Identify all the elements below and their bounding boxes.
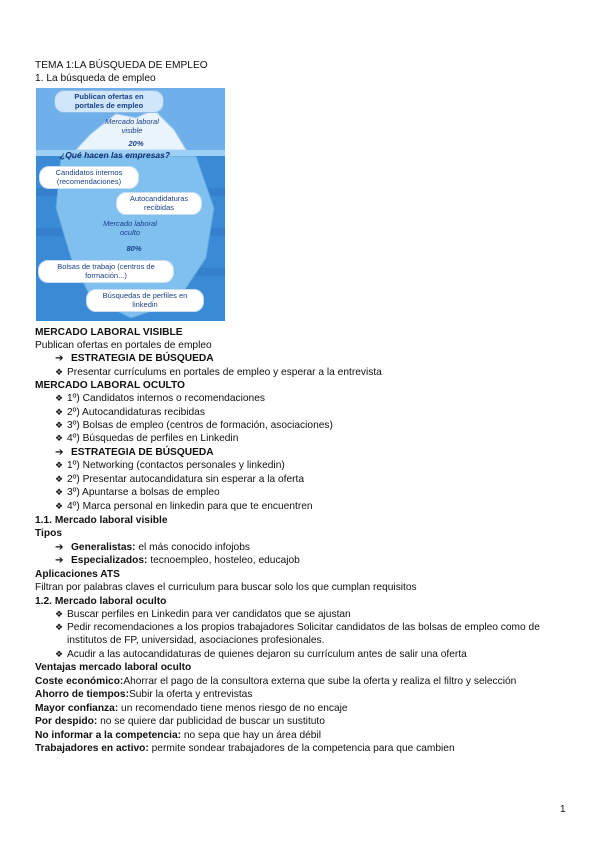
visible-strategy-item <box>55 366 382 379</box>
ventaja-text: no se quiere dar publicidad de buscar un sustituto <box>97 716 325 727</box>
list-item <box>55 648 467 661</box>
ventaja-text: no sepa que hay un área débil <box>181 730 321 741</box>
pill-top: Publican ofertas en portales de empleo <box>54 90 164 113</box>
list-item-text: Presentar currículums en portales de empleo y esperar a la entrevista <box>67 367 382 378</box>
list-item-text: 4º) Búsquedas de perfiles en Linkedin <box>67 433 239 444</box>
arrow-marker: ➔ <box>55 447 64 458</box>
document-title: TEMA 1:LA BÚSQUEDA DE EMPLEO <box>35 60 208 71</box>
arrow-marker: ➔ <box>55 353 64 364</box>
arrow-marker: ➔ <box>55 542 64 553</box>
list-item <box>55 432 238 445</box>
ats-heading: Aplicaciones ATS <box>35 569 120 580</box>
ventaja-label: Trabajadores en activo: <box>35 743 149 754</box>
list-item <box>55 500 313 513</box>
ventaja-row <box>35 688 252 701</box>
list-item <box>55 608 351 621</box>
hidden-strategy <box>55 446 214 459</box>
ventaja-text: Subir la oferta y entrevistas <box>128 689 253 700</box>
list-item-text: 1º) Candidatos internos o recomendaciones <box>67 393 265 404</box>
section-subtitle: 1. La búsqueda de empleo <box>35 73 156 84</box>
ventaja-row <box>35 675 516 688</box>
list-item <box>55 473 304 486</box>
diamond-marker: ❖ <box>55 474 64 484</box>
pill-candidatos: Candidatos internos (recomendaciones) <box>39 166 139 189</box>
list-item <box>55 459 285 472</box>
ventaja-row <box>35 729 321 742</box>
ventaja-label: Por despido: <box>35 716 98 727</box>
tipo-label: Especializados: <box>71 555 148 566</box>
list-item <box>55 486 220 499</box>
diamond-marker: ❖ <box>55 433 64 443</box>
diamond-marker: ❖ <box>55 393 64 403</box>
page-number: 1 <box>560 804 566 815</box>
list-item-text: Buscar perfiles en Linkedin para ver candidatos que se ajustan <box>67 609 351 620</box>
tipo-especializados <box>55 554 300 567</box>
list-item-text: Acudir a las autocandidaturas de quienes dejaron su currículum antes de salir una oferta <box>67 649 467 660</box>
list-item-text: 3º) Bolsas de empleo (centros de formación, asociaciones) <box>67 420 333 431</box>
tipos-heading: Tipos <box>35 528 62 539</box>
hidden-label: Mercado laboral oculto <box>103 219 157 237</box>
pill-autocandidaturas: Autocandidaturas recibidas <box>116 192 202 215</box>
visible-label: Mercado laboral visible <box>105 117 159 135</box>
ventaja-label: Coste económico: <box>35 676 124 687</box>
ventaja-text: un recomendado tiene menos riesgo de no encaje <box>118 703 348 714</box>
list-item-text: 1º) Networking (contactos personales y linkedin) <box>67 460 285 471</box>
visible-strategy <box>55 352 214 365</box>
diamond-marker: ❖ <box>55 487 64 497</box>
tipo-generalistas <box>55 541 250 554</box>
iceberg-figure <box>36 88 225 321</box>
diamond-marker: ❖ <box>55 407 64 417</box>
section-1-2-heading: 1.2. Mercado laboral oculto <box>35 596 167 607</box>
ventaja-text: permite sondear trabajadores de la competencia para que cambien <box>148 743 455 754</box>
section-1-1-heading: 1.1. Mercado laboral visible <box>35 515 168 526</box>
visible-percent: 20% <box>128 139 144 148</box>
list-item <box>55 621 557 647</box>
hidden-percent: 80% <box>126 244 142 253</box>
tipo-text: el más conocido infojobs <box>135 542 250 553</box>
ventaja-row <box>35 702 348 715</box>
diamond-marker: ❖ <box>55 367 64 377</box>
diamond-marker: ❖ <box>55 609 64 619</box>
ats-text: Filtran por palabras claves el curriculum para buscar solo los que cumplan requisitos <box>35 582 417 593</box>
ventaja-label: No informar a la competencia: <box>35 730 182 741</box>
diamond-marker: ❖ <box>55 460 64 470</box>
list-item-text: 4º) Marca personal en linkedin para que te encuentren <box>67 501 313 512</box>
arrow-marker: ➔ <box>55 555 64 566</box>
list-item <box>55 392 265 405</box>
visible-text: Publican ofertas en portales de empleo <box>35 340 212 351</box>
ventaja-row <box>35 715 325 728</box>
diamond-marker: ❖ <box>55 649 64 659</box>
visible-heading: MERCADO LABORAL VISIBLE <box>35 327 183 338</box>
ventaja-label: Mayor confianza: <box>35 703 119 714</box>
strategy-label: ESTRATEGIA DE BÚSQUEDA <box>71 353 214 364</box>
ventaja-label: Ahorro de tiempos: <box>35 689 129 700</box>
ventaja-text: Ahorrar el pago de la consultora externa que sube la oferta y realiza el filtro y selección <box>123 676 517 687</box>
question-label: ¿Qué hacen las empresas? <box>60 150 171 160</box>
diamond-marker: ❖ <box>55 501 64 511</box>
diamond-marker: ❖ <box>55 420 64 430</box>
hidden-heading: MERCADO LABORAL OCULTO <box>35 380 185 391</box>
tipo-text: tecnoempleo, hosteleo, educajob <box>147 555 300 566</box>
diamond-marker: ❖ <box>55 622 64 632</box>
pill-busquedas: Búsquedas de perfiles en linkedin <box>86 289 204 312</box>
list-item-text: Pedir recomendaciones a los propios trabajadores Solicitar candidatos de las bolsas de empleo como de institutos de FP, universidad, asociaciones profesionales. <box>67 622 540 646</box>
strategy-label: ESTRATEGIA DE BÚSQUEDA <box>71 447 214 458</box>
list-item-text: 2º) Presentar autocandidatura sin esperar a la oferta <box>67 474 305 485</box>
list-item <box>55 419 333 432</box>
ventaja-row <box>35 742 455 755</box>
tipo-label: Generalistas: <box>71 542 136 553</box>
list-item-text: 3º) Apuntarse a bolsas de empleo <box>67 487 220 498</box>
list-item <box>55 406 205 419</box>
ventajas-heading: Ventajas mercado laboral oculto <box>35 662 192 673</box>
pill-bolsas: Bolsas de trabajo (centros de formación...) <box>38 260 174 283</box>
list-item-text: 2º) Autocandidaturas recibidas <box>67 407 205 418</box>
